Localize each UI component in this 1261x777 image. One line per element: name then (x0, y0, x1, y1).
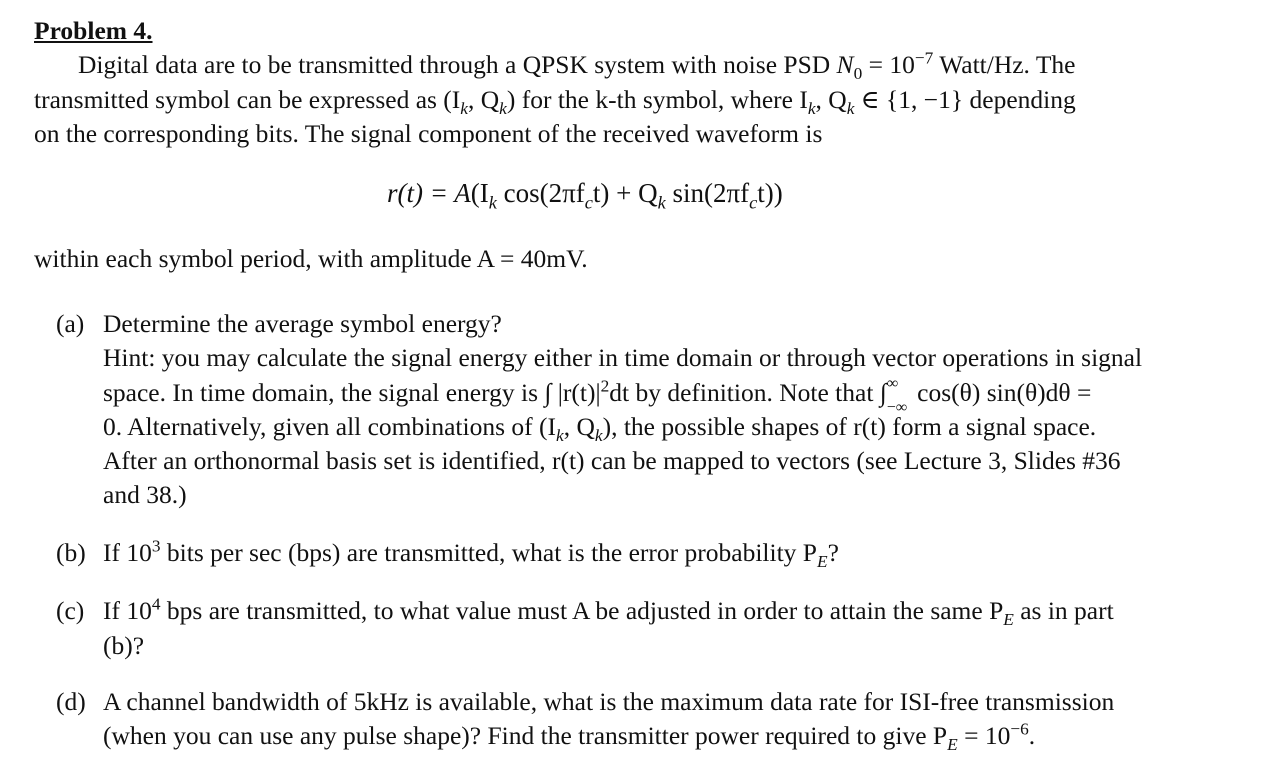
part-a-label: (a) (56, 309, 85, 338)
part-a-hint-line-2: space. In time domain, the signal energy is ∫ $|r(t)|^2dt$ by definition. Note that ∫ ∞ −∞ cos(θ) sin(θ)dθ = (103, 375, 1092, 416)
part-c-label: (c) (56, 596, 85, 625)
part-b-question: If $10^3$ bits per sec (bps) are transmitted, what is the error probability $P_E$? (103, 536, 839, 572)
received-waveform-equation: $r(t) = A(I_k$ $\cos(2\pi f_ct) + Q_k$ $\sin(2\pi f_ct)$) (387, 178, 783, 213)
part-b-label: (b) (56, 538, 86, 567)
part-a-question: Determine the average symbol energy? (103, 309, 502, 338)
part-a-hint-line-5: and 38.) (103, 480, 187, 509)
intro-line-1: Digital data are to be transmitted through a QPSK system with noise PSD $N_0 = 10^{-7}$ Watt/Hz. The (78, 48, 1076, 84)
part-d-question-line-2: (when you can use any pulse shape)? Find the transmitter power required to give $P_E = 10^{-6}$. (103, 719, 1036, 755)
part-c-question-line-2: (b)? (103, 631, 145, 660)
integral-limits: ∞ −∞ (886, 375, 908, 416)
problem-title: Problem 4. (34, 16, 153, 45)
part-c-question-line-1: If $10^4$ bps are transmitted, to what value must A be adjusted in order to attain the same $P_E$ as in part (103, 594, 1114, 630)
intro-line-3: on the corresponding bits. The signal component of the received waveform is (34, 119, 823, 148)
part-a-hint-line-1: Hint: you may calculate the signal energy either in time domain or through vector operations in signal (103, 343, 1143, 372)
intro-line-2: transmitted symbol can be expressed as ($I_k$, $Q_k$) for the k-th symbol, where $I_k$, $Q_k$ ∈ {1, −1} depending (34, 85, 1076, 119)
part-a-hint-line-3: 0. Alternatively, given all combinations of ($I_k$, $Q_k$), the possible shapes of r(t) form a signal space. (103, 412, 1097, 446)
part-d-label: (d) (56, 687, 86, 716)
amplitude-line: within each symbol period, with amplitude A = 40mV. (34, 244, 588, 273)
part-a-hint-line-4: After an orthonormal basis set is identified, r(t) can be mapped to vectors (see Lecture 3, Slides #36 (103, 446, 1121, 475)
part-d-question-line-1: A channel bandwidth of 5kHz is available, what is the maximum data rate for ISI-free transmission (103, 687, 1115, 716)
